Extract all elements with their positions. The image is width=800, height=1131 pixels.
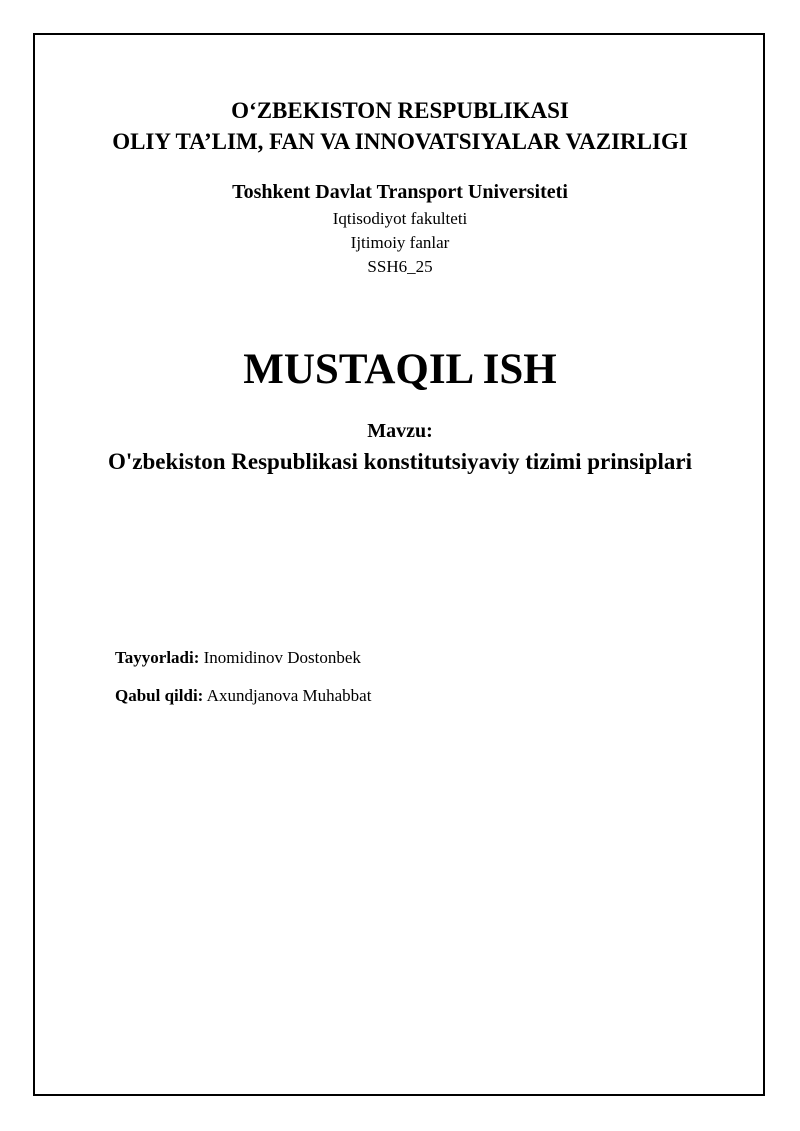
country-heading: O‘ZBEKISTON RESPUBLIKASI [231, 98, 569, 123]
prepared-by-name: Inomidinov Dostonbek [203, 648, 361, 667]
accepted-by-label: Qabul qildi: [115, 686, 204, 705]
prepared-by-label: Tayyorladi: [115, 648, 200, 667]
department-name: Ijtimoiy fanlar [350, 233, 450, 252]
ministry-heading: OLIY TA’LIM, FAN VA INNOVATSIYALAR VAZIRLIGI [112, 129, 688, 154]
accepted-by-name: Axundjanova Muhabbat [206, 686, 372, 705]
document-title: MUSTAQIL ISH [243, 346, 557, 393]
prepared-by [115, 648, 361, 668]
faculty-name: Iqtisodiyot fakulteti [332, 209, 468, 228]
topic-label: Mavzu: [367, 420, 433, 442]
topic-text: O'zbekiston Respublikasi konstitutsiyaviy tizimi prinsiplari [107, 449, 693, 474]
accepted-by [115, 686, 371, 706]
group-code: SSH6_25 [367, 257, 433, 276]
university-name: Toshkent Davlat Transport Universiteti [232, 181, 568, 203]
